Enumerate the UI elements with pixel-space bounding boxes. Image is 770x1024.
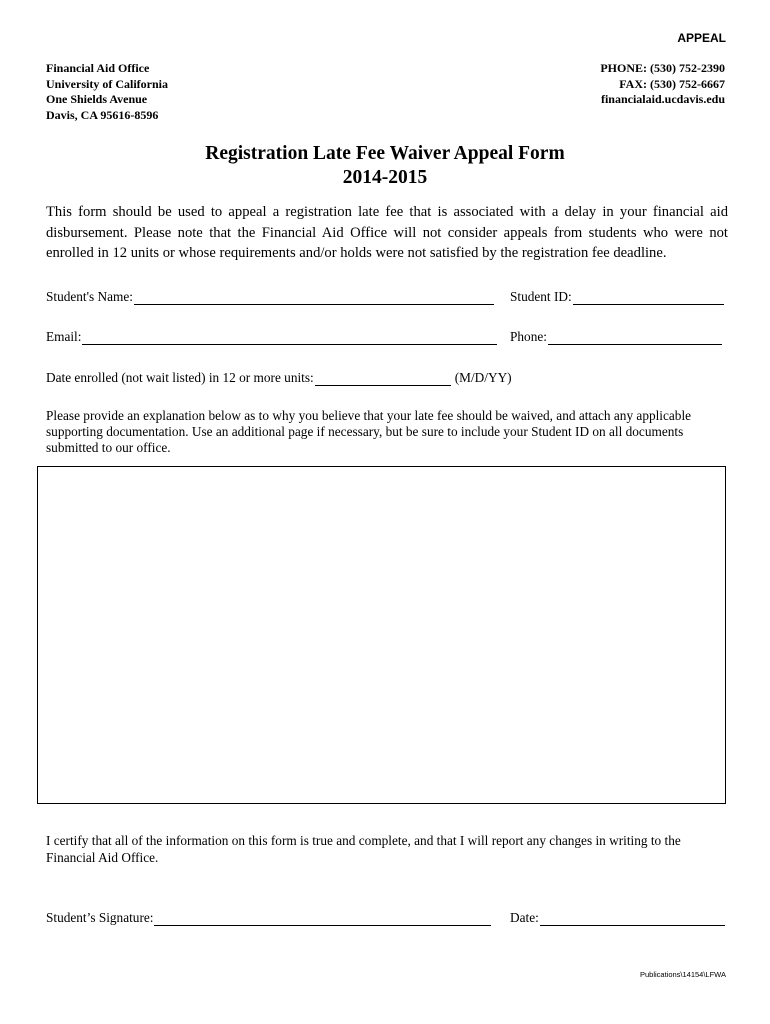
form-title: [0, 142, 770, 190]
student-id-label: Student ID:: [510, 289, 572, 304]
signature-date-input-line[interactable]: [540, 913, 725, 926]
signature-date-field: [510, 910, 725, 926]
explanation-prompt: Please provide an explanation below as to why you believe that your late fee should be waived, and attach any applicable supporting documentation. Use an additional page if necessary, but be sure to include your Student ID on all documents submitted to our office.: [46, 408, 692, 456]
student-name-field: [46, 289, 494, 305]
publication-code: Publications\14154\LFWA: [639, 970, 726, 979]
certification-statement: I certify that all of the information on this form is true and complete, and that I will report any changes in writing to the Financial Aid Office.: [46, 833, 681, 865]
signature-field: [46, 910, 491, 926]
university-name: University of California: [46, 76, 168, 91]
signature-date-label: Date:: [510, 910, 539, 925]
email-label: Email:: [46, 329, 82, 344]
explanation-textbox[interactable]: [37, 466, 726, 804]
student-name-input-line[interactable]: [134, 292, 494, 305]
signature-label: Student’s Signature:: [46, 910, 154, 925]
email-input-line[interactable]: [82, 332, 497, 345]
phone-input-line[interactable]: [548, 332, 722, 345]
student-name-label: Student's Name:: [46, 289, 133, 304]
phone-label: Phone:: [510, 329, 547, 344]
fax-number: FAX: (530) 752-6667: [619, 76, 725, 91]
signature-input-line[interactable]: [154, 913, 491, 926]
date-enrolled-input-line[interactable]: [315, 373, 451, 386]
office-address: [46, 61, 168, 123]
date-enrolled-field: [46, 370, 512, 386]
website: financialaid.ucdavis.edu: [600, 92, 725, 106]
contact-info: [600, 61, 725, 108]
date-format-hint: (M/D/YY): [454, 370, 512, 385]
phone-field: [510, 329, 722, 345]
form-title-year: 2014-2015: [342, 167, 428, 188]
office-name: Financial Aid Office: [46, 61, 150, 75]
email-field: [46, 329, 497, 345]
student-id-input-line[interactable]: [573, 292, 724, 305]
student-id-field: [510, 289, 724, 305]
city-state-zip: Davis, CA 95616-8596: [46, 107, 159, 122]
intro-paragraph: This form should be used to appeal a registration late fee that is associated with a delay in your financial aid disbursement. Please note that the Financial Aid Office will not consider appeals from students who were not enrolled in 12 units or whose requirements and/or holds were not satisfied by the registration fee deadline.: [46, 204, 728, 261]
form-code: APPEAL: [677, 31, 726, 45]
street-address: One Shields Avenue: [46, 92, 148, 106]
form-title-main: Registration Late Fee Waiver Appeal Form: [205, 143, 565, 164]
phone-number: PHONE: (530) 752-2390: [600, 61, 725, 75]
date-enrolled-label: Date enrolled (not wait listed) in 12 or more units:: [46, 370, 314, 385]
